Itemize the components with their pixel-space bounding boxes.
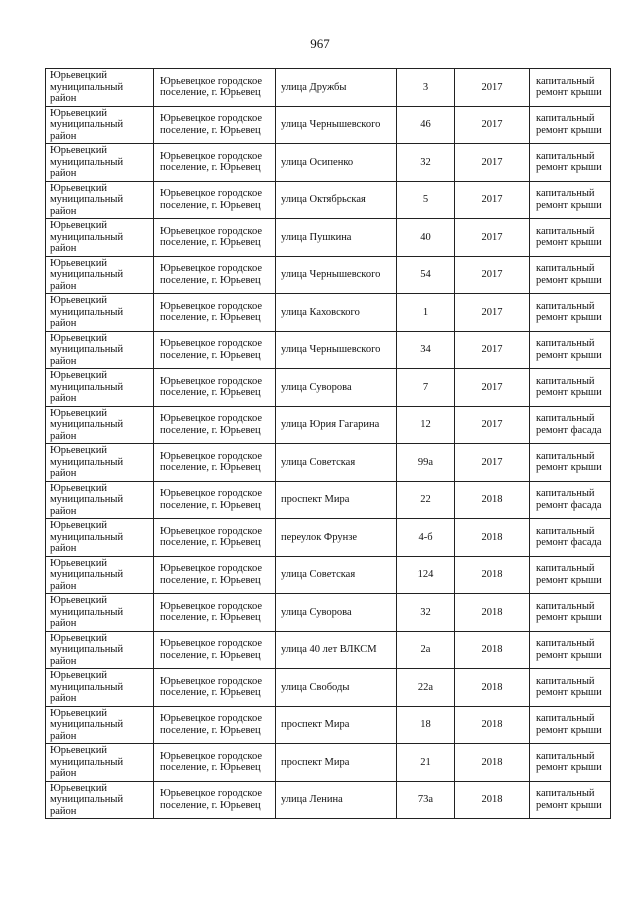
house-number-cell: 46 (397, 106, 455, 144)
work-type-cell (530, 556, 611, 594)
district-cell-line: район (50, 205, 77, 217)
street-cell: улица Чернышевского (276, 106, 397, 144)
district-cell-line: район (50, 730, 77, 742)
district-cell (46, 69, 154, 107)
district-cell-line: муниципальный (50, 194, 124, 205)
settlement-cell (154, 519, 276, 557)
district-cell (46, 444, 154, 482)
table-row (46, 594, 611, 632)
work-type-cell-line: капитальный (536, 300, 595, 312)
settlement-cell-line: поселение, г. Юрьевец (160, 762, 261, 774)
table-row (46, 444, 611, 482)
settlement-cell-line: поселение, г. Юрьевец (160, 162, 261, 174)
year-cell: 2018 (455, 631, 530, 669)
settlement-cell-line: поселение, г. Юрьевец (160, 649, 261, 661)
work-type-cell-line: ремонт крыши (536, 87, 602, 99)
house-number-cell: 1 (397, 294, 455, 332)
year-cell: 2018 (455, 706, 530, 744)
work-type-cell (530, 594, 611, 632)
table-row (46, 631, 611, 669)
work-type-cell (530, 219, 611, 257)
street-cell: улица Октябрьская (276, 181, 397, 219)
settlement-cell (154, 331, 276, 369)
table-row (46, 144, 611, 182)
work-type-cell-line: капитальный (536, 375, 595, 387)
street-cell: улица Ленина (276, 781, 397, 819)
work-type-cell-line: ремонт крыши (536, 387, 602, 399)
district-cell-line: Юрьевецкий (50, 745, 108, 756)
district-cell-line: Юрьевецкий (50, 595, 108, 606)
settlement-cell (154, 144, 276, 182)
work-type-cell-line: ремонт фасада (536, 537, 602, 549)
district-cell-line: муниципальный (50, 381, 124, 393)
table-row (46, 69, 611, 107)
district-cell-line: район (50, 393, 77, 404)
street-cell: улица Суворова (276, 369, 397, 407)
settlement-cell-line: Юрьевецкое городское (160, 188, 263, 200)
settlement-cell-line: Юрьевецкое городское (160, 150, 263, 162)
district-cell-line: муниципальный (50, 419, 124, 430)
district-cell-line: Юрьевецкий (50, 257, 108, 269)
house-number-cell: 5 (397, 181, 455, 219)
district-cell (46, 219, 154, 257)
year-cell: 2017 (455, 69, 530, 107)
repair-schedule-table (45, 68, 611, 819)
settlement-cell (154, 706, 276, 744)
work-type-cell (530, 144, 611, 182)
work-type-cell-line: капитальный (536, 150, 595, 162)
street-cell: улица Пушкина (276, 219, 397, 257)
district-cell-line: муниципальный (50, 456, 124, 468)
house-number-cell: 22 (397, 481, 455, 519)
work-type-cell-line: ремонт крыши (536, 349, 602, 361)
work-type-cell-line: капитальный (536, 75, 595, 87)
settlement-cell-line: поселение, г. Юрьевец (160, 237, 261, 249)
work-type-cell-line: капитальный (536, 263, 595, 275)
district-cell (46, 631, 154, 669)
work-type-cell-line: капитальный (536, 675, 595, 687)
district-cell-line: муниципальный (50, 119, 124, 130)
district-cell-line: муниципальный (50, 156, 124, 168)
settlement-cell (154, 669, 276, 707)
district-cell-line: район (50, 355, 77, 367)
district-cell-line: Юрьевецкий (50, 107, 108, 119)
street-cell: улица 40 лет ВЛКСМ (276, 631, 397, 669)
settlement-cell (154, 744, 276, 782)
table-row (46, 556, 611, 594)
year-cell: 2018 (455, 669, 530, 707)
work-type-cell (530, 669, 611, 707)
house-number-cell: 12 (397, 406, 455, 444)
district-cell-line: район (50, 280, 77, 292)
street-cell: улица Чернышевского (276, 256, 397, 294)
district-cell (46, 181, 154, 219)
settlement-cell-line: поселение, г. Юрьевец (160, 612, 261, 624)
district-cell-line: муниципальный (50, 231, 124, 243)
district-cell-line: Юрьевецкий (50, 782, 108, 794)
district-cell (46, 406, 154, 444)
settlement-cell-line: Юрьевецкое городское (160, 788, 263, 800)
district-cell-line: муниципальный (50, 531, 124, 543)
district-cell-line: Юрьевецкий (50, 220, 108, 231)
table-row (46, 481, 611, 519)
settlement-cell (154, 106, 276, 144)
district-cell-line: Юрьевецкий (50, 557, 108, 569)
district-cell-line: район (50, 580, 77, 592)
work-type-cell (530, 706, 611, 744)
district-cell-line: Юрьевецкий (50, 482, 108, 494)
work-type-cell-line: капитальный (536, 713, 595, 725)
work-type-cell (530, 519, 611, 557)
street-cell: проспект Мира (276, 481, 397, 519)
street-cell: проспект Мира (276, 744, 397, 782)
district-cell-line: Юрьевецкий (50, 70, 108, 81)
street-cell: улица Советская (276, 556, 397, 594)
work-type-cell-line: ремонт крыши (536, 649, 602, 661)
settlement-cell-line: поселение, г. Юрьевец (160, 462, 261, 474)
work-type-cell (530, 181, 611, 219)
table-row (46, 669, 611, 707)
settlement-cell-line: поселение, г. Юрьевец (160, 799, 261, 811)
district-cell-line: Юрьевецкий (50, 407, 108, 419)
settlement-cell-line: поселение, г. Юрьевец (160, 424, 261, 436)
district-cell-line: муниципальный (50, 794, 124, 805)
street-cell: улица Дружбы (276, 69, 397, 107)
house-number-cell: 124 (397, 556, 455, 594)
house-number-cell: 2а (397, 631, 455, 669)
district-cell-line: муниципальный (50, 756, 124, 768)
year-cell: 2018 (455, 556, 530, 594)
district-cell-line: Юрьевецкий (50, 632, 108, 644)
settlement-cell (154, 256, 276, 294)
settlement-cell-line: Юрьевецкое городское (160, 113, 263, 125)
settlement-cell-line: Юрьевецкое городское (160, 263, 263, 275)
district-cell (46, 369, 154, 407)
table-row (46, 519, 611, 557)
table-row (46, 706, 611, 744)
year-cell: 2018 (455, 594, 530, 632)
work-type-cell-line: ремонт крыши (536, 312, 602, 324)
district-cell-line: муниципальный (50, 719, 124, 730)
house-number-cell: 18 (397, 706, 455, 744)
work-type-cell-line: ремонт крыши (536, 687, 602, 699)
settlement-cell (154, 781, 276, 819)
year-cell: 2017 (455, 106, 530, 144)
work-type-cell-line: ремонт крыши (536, 762, 602, 774)
district-cell (46, 556, 154, 594)
work-type-cell-line: ремонт крыши (536, 237, 602, 249)
settlement-cell-line: Юрьевецкое городское (160, 638, 263, 650)
year-cell: 2017 (455, 406, 530, 444)
settlement-cell-line: поселение, г. Юрьевец (160, 349, 261, 361)
work-type-cell (530, 256, 611, 294)
year-cell: 2017 (455, 331, 530, 369)
work-type-cell-line: капитальный (536, 638, 595, 650)
settlement-cell-line: поселение, г. Юрьевец (160, 274, 261, 286)
settlement-cell-line: поселение, г. Юрьевец (160, 312, 261, 324)
work-type-cell-line: капитальный (536, 113, 595, 125)
year-cell: 2017 (455, 369, 530, 407)
house-number-cell: 54 (397, 256, 455, 294)
settlement-cell-line: поселение, г. Юрьевец (160, 687, 261, 699)
work-type-cell-line: капитальный (536, 488, 595, 500)
district-cell-line: район (50, 168, 77, 179)
settlement-cell-line: Юрьевецкое городское (160, 225, 263, 237)
settlement-cell-line: Юрьевецкое городское (160, 375, 263, 387)
district-cell-line: Юрьевецкий (50, 707, 108, 719)
district-cell (46, 144, 154, 182)
table-row (46, 106, 611, 144)
work-type-cell (530, 744, 611, 782)
work-type-cell (530, 481, 611, 519)
house-number-cell: 32 (397, 144, 455, 182)
district-cell-line: район (50, 693, 77, 704)
district-cell-line: Юрьевецкий (50, 445, 108, 456)
settlement-cell (154, 594, 276, 632)
district-cell-line: район (50, 805, 77, 817)
work-type-cell-line: капитальный (536, 225, 595, 237)
settlement-cell-line: поселение, г. Юрьевец (160, 499, 261, 511)
settlement-cell-line: поселение, г. Юрьевец (160, 574, 261, 586)
district-cell-line: район (50, 430, 77, 442)
table-row (46, 331, 611, 369)
district-cell (46, 669, 154, 707)
house-number-cell: 7 (397, 369, 455, 407)
settlement-cell-line: Юрьевецкое городское (160, 488, 263, 500)
work-type-cell (530, 444, 611, 482)
settlement-cell-line: поселение, г. Юрьевец (160, 199, 261, 211)
table-row (46, 181, 611, 219)
work-type-cell (530, 369, 611, 407)
work-type-cell-line: ремонт крыши (536, 799, 602, 811)
district-cell (46, 744, 154, 782)
work-type-cell-line: ремонт фасада (536, 424, 602, 436)
work-type-cell-line: ремонт крыши (536, 199, 602, 211)
district-cell-line: муниципальный (50, 494, 124, 505)
year-cell: 2018 (455, 781, 530, 819)
work-type-cell-line: капитальный (536, 525, 595, 537)
work-type-cell-line: ремонт крыши (536, 574, 602, 586)
work-type-cell-line: капитальный (536, 600, 595, 612)
district-cell-line: район (50, 768, 77, 779)
house-number-cell: 3 (397, 69, 455, 107)
district-cell-line: Юрьевецкий (50, 370, 108, 381)
house-number-cell: 73а (397, 781, 455, 819)
district-cell-line: муниципальный (50, 681, 124, 693)
district-cell-line: Юрьевецкий (50, 520, 108, 531)
year-cell: 2017 (455, 181, 530, 219)
street-cell: улица Юрия Гагарина (276, 406, 397, 444)
year-cell: 2018 (455, 744, 530, 782)
district-cell (46, 331, 154, 369)
settlement-cell-line: Юрьевецкое городское (160, 413, 263, 425)
house-number-cell: 34 (397, 331, 455, 369)
district-cell-line: муниципальный (50, 81, 124, 93)
settlement-cell-line: поселение, г. Юрьевец (160, 724, 261, 736)
work-type-cell-line: капитальный (536, 338, 595, 350)
work-type-cell-line: капитальный (536, 450, 595, 462)
settlement-cell-line: поселение, г. Юрьевец (160, 87, 261, 99)
work-type-cell (530, 294, 611, 332)
settlement-cell (154, 444, 276, 482)
settlement-cell-line: Юрьевецкое городское (160, 675, 263, 687)
street-cell: переулок Фрунзе (276, 519, 397, 557)
work-type-cell-line: ремонт крыши (536, 124, 602, 136)
work-type-cell-line: ремонт крыши (536, 462, 602, 474)
district-cell-line: Юрьевецкий (50, 670, 108, 681)
district-cell (46, 481, 154, 519)
settlement-cell-line: Юрьевецкое городское (160, 300, 263, 312)
work-type-cell-line: ремонт крыши (536, 612, 602, 624)
work-type-cell (530, 631, 611, 669)
district-cell-line: муниципальный (50, 344, 124, 355)
district-cell-line: район (50, 543, 77, 554)
table-row (46, 369, 611, 407)
settlement-cell (154, 369, 276, 407)
settlement-cell (154, 406, 276, 444)
table-row (46, 781, 611, 819)
district-cell-line: муниципальный (50, 606, 124, 618)
street-cell: улица Каховского (276, 294, 397, 332)
street-cell: улица Свободы (276, 669, 397, 707)
house-number-cell: 99а (397, 444, 455, 482)
table-row (46, 256, 611, 294)
work-type-cell-line: ремонт крыши (536, 274, 602, 286)
work-type-cell (530, 331, 611, 369)
settlement-cell-line: поселение, г. Юрьевец (160, 537, 261, 549)
settlement-cell-line: Юрьевецкое городское (160, 338, 263, 350)
work-type-cell (530, 106, 611, 144)
district-cell (46, 294, 154, 332)
table-row (46, 744, 611, 782)
district-cell-line: муниципальный (50, 644, 124, 655)
settlement-cell (154, 219, 276, 257)
settlement-cell-line: Юрьевецкое городское (160, 525, 263, 537)
district-cell-line: район (50, 318, 77, 329)
year-cell: 2017 (455, 294, 530, 332)
settlement-cell (154, 69, 276, 107)
work-type-cell (530, 69, 611, 107)
work-type-cell (530, 406, 611, 444)
district-cell (46, 106, 154, 144)
year-cell: 2017 (455, 444, 530, 482)
house-number-cell: 40 (397, 219, 455, 257)
district-cell-line: район (50, 468, 77, 479)
district-cell (46, 706, 154, 744)
table-row (46, 294, 611, 332)
street-cell: улица Суворова (276, 594, 397, 632)
table-row (46, 219, 611, 257)
work-type-cell-line: капитальный (536, 563, 595, 575)
work-type-cell-line: ремонт крыши (536, 724, 602, 736)
work-type-cell-line: ремонт фасада (536, 499, 602, 511)
year-cell: 2017 (455, 144, 530, 182)
district-cell-line: Юрьевецкий (50, 332, 108, 344)
settlement-cell-line: Юрьевецкое городское (160, 450, 263, 462)
district-cell-line: район (50, 618, 77, 629)
settlement-cell (154, 294, 276, 332)
district-cell-line: муниципальный (50, 569, 124, 580)
street-cell: улица Осипенко (276, 144, 397, 182)
district-cell (46, 519, 154, 557)
district-cell-line: муниципальный (50, 269, 124, 280)
district-cell-line: Юрьевецкий (50, 295, 108, 306)
settlement-cell-line: поселение, г. Юрьевец (160, 387, 261, 399)
table-row (46, 406, 611, 444)
district-cell-line: район (50, 655, 77, 667)
district-cell-line: муниципальный (50, 306, 124, 318)
year-cell: 2018 (455, 481, 530, 519)
district-cell-line: Юрьевецкий (50, 182, 108, 194)
house-number-cell: 22а (397, 669, 455, 707)
page-number: 967 (310, 36, 330, 51)
settlement-cell-line: Юрьевецкое городское (160, 600, 263, 612)
work-type-cell-line: капитальный (536, 788, 595, 800)
year-cell: 2018 (455, 519, 530, 557)
house-number-cell: 21 (397, 744, 455, 782)
district-cell (46, 781, 154, 819)
house-number-cell: 4-б (397, 519, 455, 557)
settlement-cell (154, 556, 276, 594)
settlement-cell-line: Юрьевецкое городское (160, 713, 263, 725)
street-cell: проспект Мира (276, 706, 397, 744)
settlement-cell (154, 481, 276, 519)
district-cell-line: район (50, 93, 77, 104)
district-cell-line: район (50, 130, 77, 142)
street-cell: улица Чернышевского (276, 331, 397, 369)
work-type-cell-line: ремонт крыши (536, 162, 602, 174)
work-type-cell-line: капитальный (536, 188, 595, 200)
settlement-cell (154, 181, 276, 219)
work-type-cell-line: капитальный (536, 413, 595, 425)
district-cell (46, 256, 154, 294)
year-cell: 2017 (455, 256, 530, 294)
house-number-cell: 32 (397, 594, 455, 632)
work-type-cell (530, 781, 611, 819)
settlement-cell-line: поселение, г. Юрьевец (160, 124, 261, 136)
district-cell-line: район (50, 505, 77, 517)
district-cell-line: Юрьевецкий (50, 145, 108, 156)
settlement-cell-line: Юрьевецкое городское (160, 563, 263, 575)
work-type-cell-line: капитальный (536, 750, 595, 762)
settlement-cell-line: Юрьевецкое городское (160, 75, 263, 87)
district-cell-line: район (50, 243, 77, 254)
district-cell (46, 594, 154, 632)
table-body (46, 69, 611, 819)
settlement-cell-line: Юрьевецкое городское (160, 750, 263, 762)
settlement-cell (154, 631, 276, 669)
year-cell: 2017 (455, 219, 530, 257)
street-cell: улица Советская (276, 444, 397, 482)
